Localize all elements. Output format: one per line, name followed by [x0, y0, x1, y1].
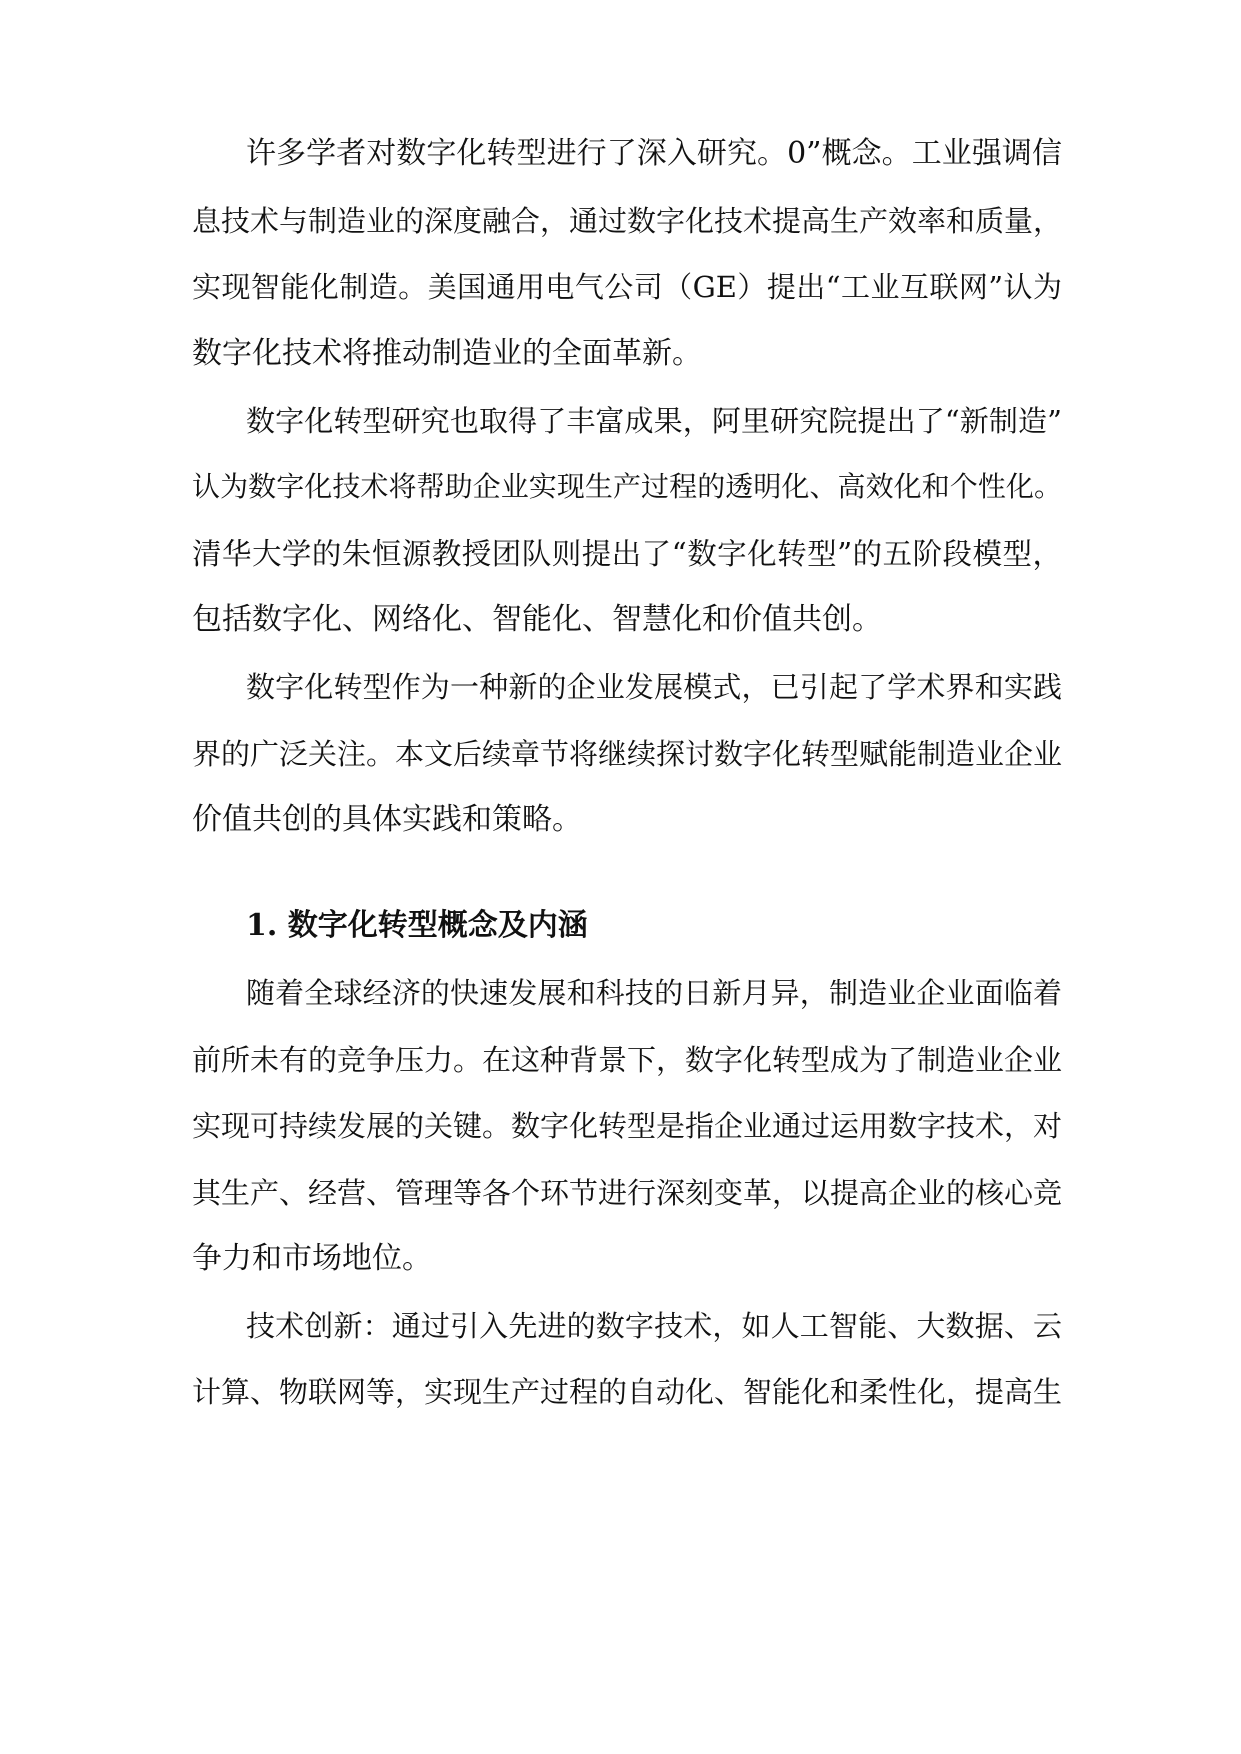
paragraph-1-line-2: 息技术与制造业的深度融合，通过数字化技术提高生产效率和质量， — [192, 204, 1063, 238]
section-heading: 1. 数字化转型概念及内涵 — [246, 908, 588, 943]
paragraph-4-line-2: 前所未有的竞争压力。在这种背景下，数字化转型成为了制造业企业 — [192, 1043, 1063, 1077]
paragraph-5-line-2: 计算、物联网等，实现生产过程的自动化、智能化和柔性化，提高生 — [192, 1375, 1063, 1409]
paragraph-3-line-3: 价值共创的具体实践和策略。 — [192, 802, 582, 837]
paragraph-4-line-4: 其生产、经营、管理等各个环节进行深刻变革，以提高企业的核心竞 — [192, 1176, 1063, 1210]
paragraph-3-line-2: 界的广泛关注。本文后续章节将继续探讨数字化转型赋能制造业企业 — [192, 737, 1063, 771]
paragraph-2-line-4: 包括数字化、网络化、智能化、智慧化和价值共创。 — [192, 602, 882, 637]
paragraph-4-line-3: 实现可持续发展的关键。数字化转型是指企业通过运用数字技术，对 — [192, 1109, 1063, 1143]
paragraph-1-line-4: 数字化技术将推动制造业的全面革新。 — [192, 336, 702, 371]
paragraph-2-line-2: 认为数字化技术将帮助企业实现生产过程的透明化、高效化和个性化。 — [192, 470, 1062, 503]
paragraph-4-line-5: 争力和市场地位。 — [192, 1241, 432, 1276]
paragraph-2-line-1: 数字化转型研究也取得了丰富成果，阿里研究院提出了“新制造” — [246, 404, 1062, 438]
paragraph-3-line-1: 数字化转型作为一种新的企业发展模式，已引起了学术界和实践 — [246, 670, 1062, 704]
paragraph-5-line-1: 技术创新：通过引入先进的数字技术，如人工智能、大数据、云 — [246, 1309, 1062, 1343]
paragraph-1-line-3: 实现智能化制造。美国通用电气公司（GE）提出“工业互联网”认为 — [192, 270, 1062, 304]
paragraph-1-line-1: 许多学者对数字化转型进行了深入研究。0”概念。工业强调信 — [246, 136, 1062, 171]
paragraph-2-line-3: 清华大学的朱恒源教授团队则提出了“数字化转型”的五阶段模型， — [192, 537, 1062, 571]
paragraph-4-line-1: 随着全球经济的快速发展和科技的日新月异，制造业企业面临着 — [246, 976, 1062, 1010]
